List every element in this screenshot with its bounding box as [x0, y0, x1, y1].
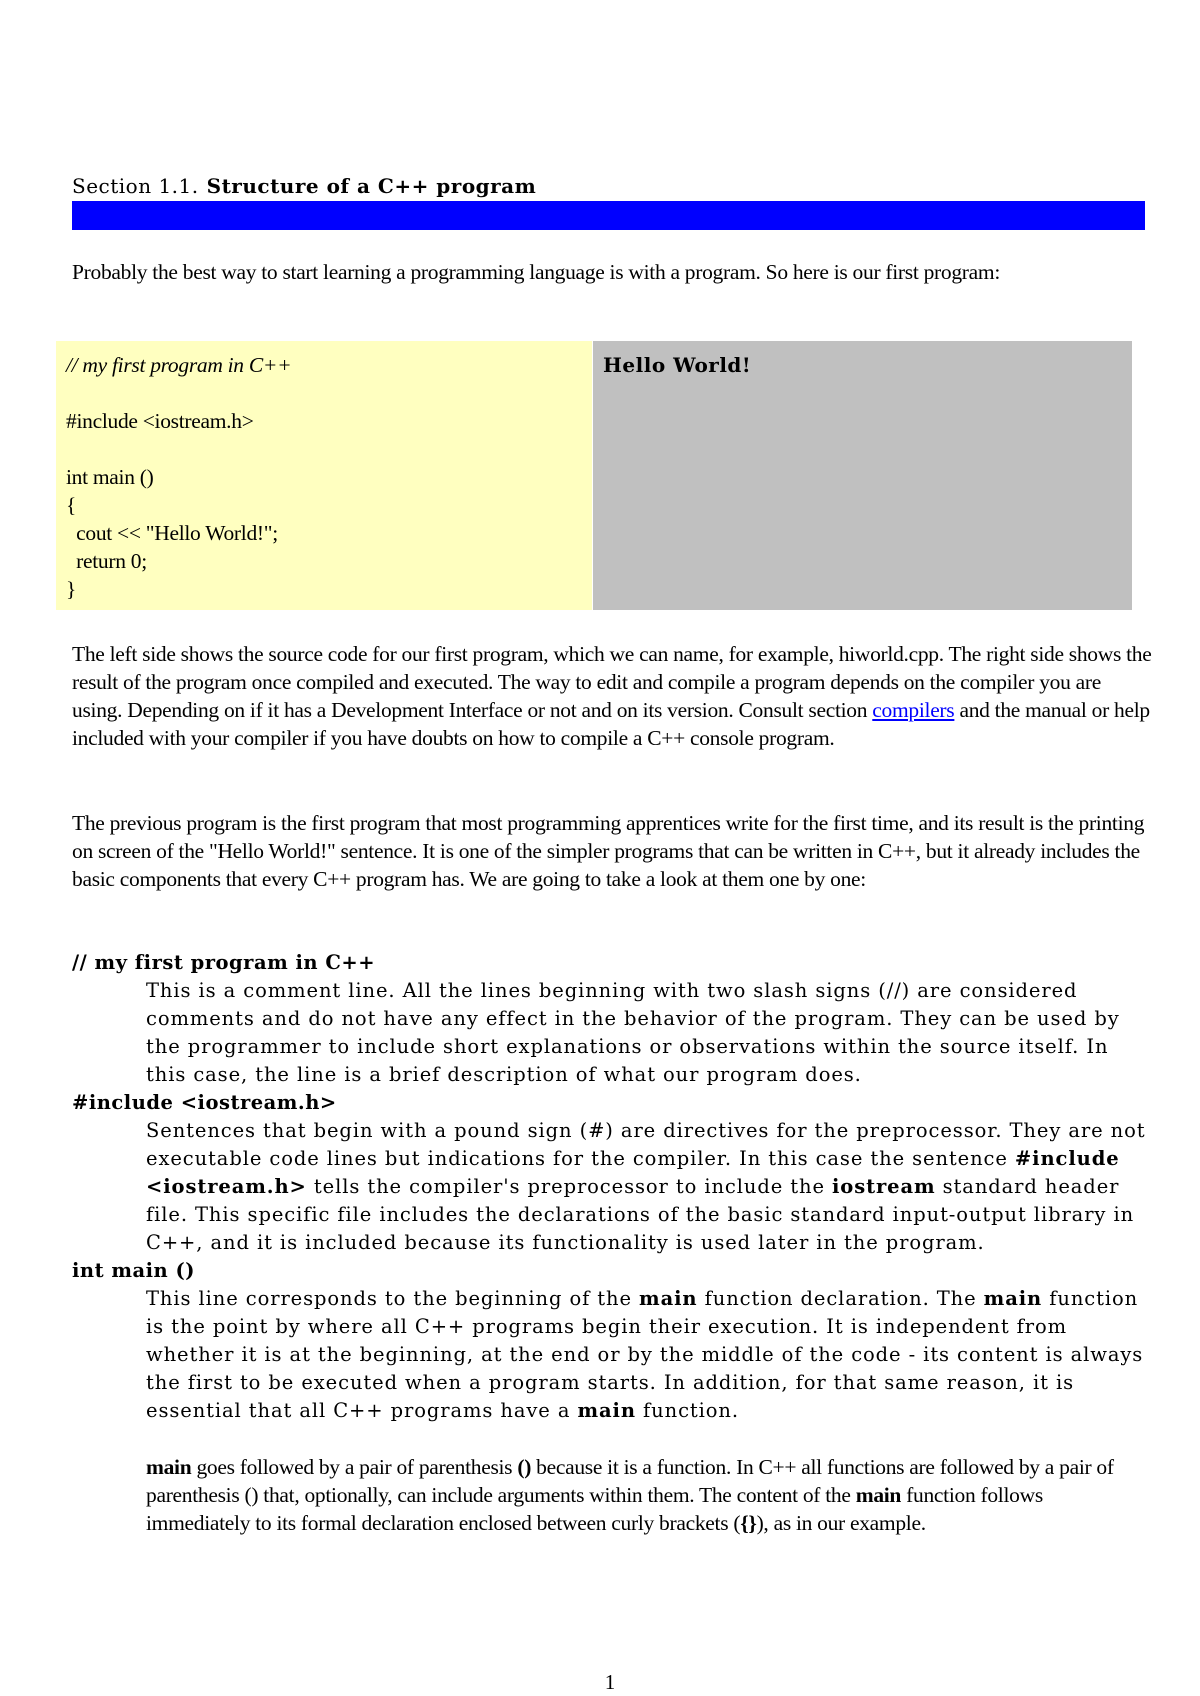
explanation-paragraph — [72, 640, 1152, 752]
term-comment: // my first program in C++ — [72, 951, 376, 974]
bold-run: {} — [740, 1511, 757, 1535]
bold-run: iostream — [831, 1175, 936, 1198]
intro-paragraph: Probably the best way to start learning a programming language is with a program. So here is our first program: — [72, 260, 1000, 284]
code-line: return 0; — [66, 549, 147, 573]
compilers-link[interactable]: compilers — [872, 698, 955, 722]
definition-comment: This is a comment line. All the lines beginning with two slash signs (//) are considered comments and do not have any effect in the behavior of the program. They can be used by the programmer to include short explanations or observations within the source itself. In this case, the line is a brief description of what our program does. — [146, 979, 1120, 1086]
bold-run: main — [855, 1483, 902, 1507]
main-followup-paragraph — [146, 1453, 1152, 1537]
example-table — [56, 341, 1132, 610]
definition-include — [146, 1117, 1152, 1257]
text-run: goes followed by a pair of parenthesis — [191, 1455, 518, 1479]
code-line: int main () — [66, 465, 154, 489]
section-number: Section 1.1. — [72, 174, 199, 198]
paragraph-text: and the manual or help included with your compiler if you have doubts on how to compile a C++ console program. — [72, 698, 1150, 750]
text-run: tells the compiler's preprocessor to include the — [306, 1175, 832, 1198]
section-title: Structure of a C++ program — [206, 174, 537, 198]
term-main: int main () — [72, 1259, 195, 1282]
code-line: cout << "Hello World!"; — [66, 521, 278, 545]
text-run: Sentences that begin with a pound sign (#) are directives for the preprocessor. They are not executable code lines but indications for the compiler. In this case the sentence — [146, 1119, 1146, 1170]
bold-run: main — [577, 1399, 636, 1422]
term-include: #include <iostream.h> — [72, 1091, 337, 1114]
source-code — [66, 351, 291, 603]
program-output-cell — [593, 341, 1132, 610]
overview-paragraph: The previous program is the first program that most programming apprentices write for the first time, and its result is the printing on screen of the "Hello World!" sentence. It is one of the simpler programs that can be written in C++, but it already includes the basic components that every C++ program has. We are going to take a look at them one by one: — [72, 811, 1145, 891]
bold-run: #include <iostream.h> — [146, 1147, 1120, 1198]
bold-run: main — [639, 1287, 698, 1310]
bold-run: () — [517, 1455, 532, 1479]
code-comment-line: // my first program in C++ — [66, 353, 292, 377]
paragraph-text: The left side shows the source code for our first program, which we can name, for example, hiworld.cpp. The right side shows the result of the program once compiled and executed. The way to edit and compile a program depends on the compiler you are using. Depending on if it has a Development Interface or not and on its version. Consult section — [72, 642, 1152, 722]
text-run: function declaration. The — [697, 1287, 984, 1310]
text-run: function follows immediately to its formal declaration enclosed between curly brackets ( — [146, 1483, 1043, 1535]
program-output: Hello World! — [603, 353, 752, 377]
section-divider-bar — [72, 201, 1145, 230]
bold-run: main — [983, 1287, 1043, 1310]
source-code-cell — [56, 341, 592, 610]
section-heading — [72, 172, 536, 200]
text-run: function. — [635, 1399, 739, 1422]
text-run: standard header file. This specific file includes the declarations of the basic standard input-output library in C++, and it is included because its functionality is used later in the program. — [146, 1175, 1135, 1254]
page-number: 1 — [604, 1670, 616, 1694]
code-line: { — [66, 493, 77, 517]
bold-run: main — [146, 1455, 192, 1479]
definition-list — [72, 949, 1152, 1537]
text-run: ), as in our example. — [756, 1511, 926, 1535]
text-run: function is the point by where all C++ programs begin their execution. It is independent from whether it is at the beginning, at the end or by the middle of the code - its content is always the first to be executed when a program starts. In addition, for that same reason, it is essential that all C++ programs have a — [146, 1287, 1144, 1422]
text-run: because it is a function. In C++ all functions are followed by a pair of parenthesis () that, optionally, can include arguments within them. The content of the — [146, 1455, 1114, 1507]
text-run: This line corresponds to the beginning of the — [146, 1287, 640, 1310]
code-line: #include <iostream.h> — [66, 409, 254, 433]
definition-main — [146, 1285, 1152, 1425]
code-line: } — [66, 577, 77, 601]
